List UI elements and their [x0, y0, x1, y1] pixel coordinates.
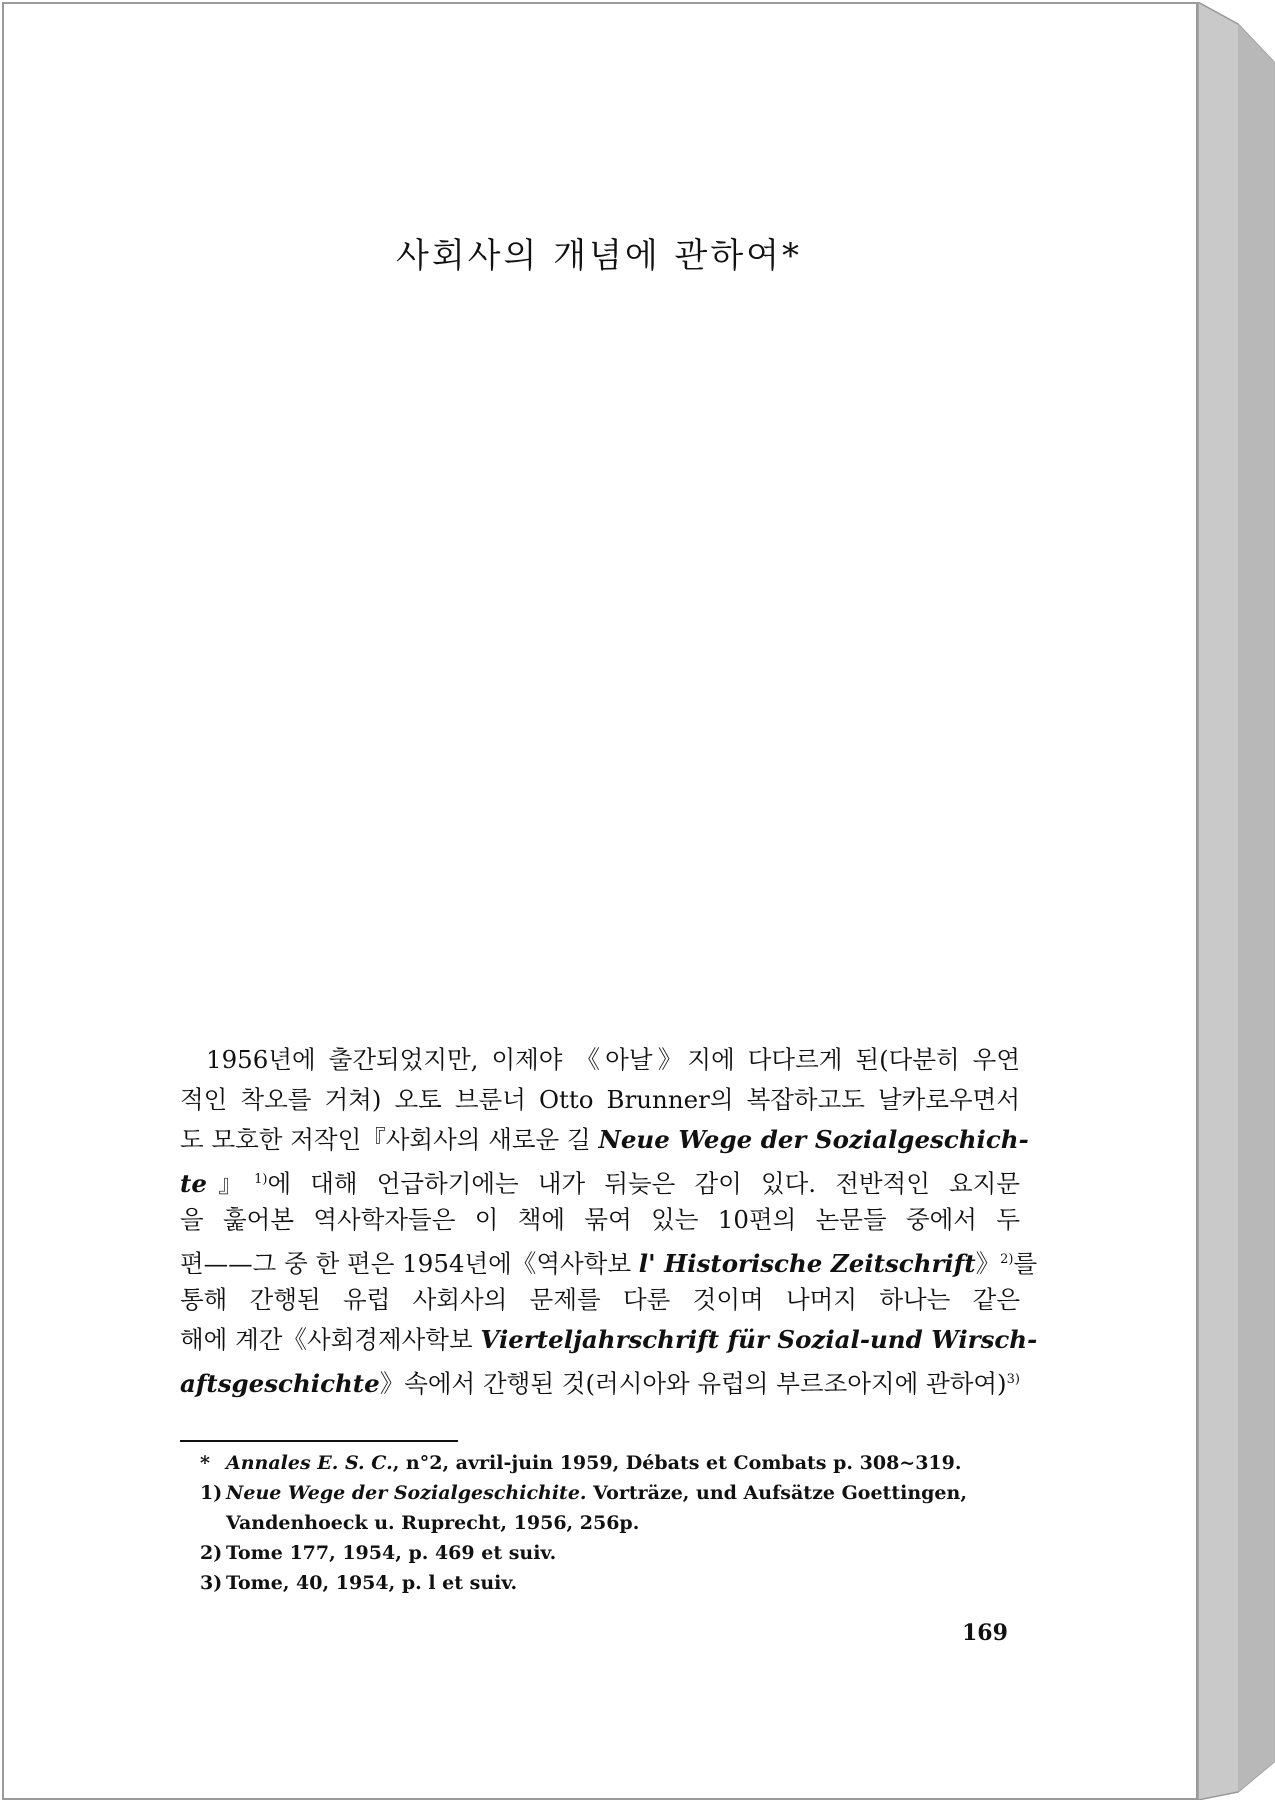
footnotes: [200, 1448, 1030, 1598]
footnote-divider: [180, 1440, 458, 1442]
body-line: 통해 간행된 유럽 사회사의 문제를 다룬 것이며 나머지 하나는 같은: [180, 1285, 1020, 1314]
footnote: 3) Tome, 40, 1954, p. l et suiv.: [200, 1572, 518, 1594]
body-line: 도 모호한 저작인『사회사의 새로운 길 Neue Wege der Sozialgeschich-: [180, 1125, 1029, 1154]
body-line: 편——그 중 한 편은 1954년에《역사학보 l' Historische Zeitschrift》$^{2)}$를: [180, 1249, 1038, 1279]
body-line: 1956년에 출간되었지만, 이제야 《아날》지에 다다르게 된(다분히 우연: [206, 1045, 1020, 1074]
body-line: 해에 계간《사회경제사학보 Vierteljahrschrift für Sozial-und Wirsch-: [180, 1325, 1038, 1354]
footnote: * Annales E. S. C., n°2, avril-juin 1959, Débats et Combats p. 308~319.: [200, 1452, 962, 1474]
page-title: 사회사의 개념에 관하여*: [395, 236, 803, 276]
body-line: 을 훑어본 역사학자들은 이 책에 묶여 있는 10편의 논문들 중에서 두: [180, 1205, 1020, 1234]
body-line: aftsgeschichte》속에서 간행된 것(러시아와 유럽의 부르조아지에 관하여)$^{3)}$: [180, 1369, 1020, 1399]
footnote: 2) Tome 177, 1954, p. 469 et suiv.: [200, 1542, 557, 1564]
body-line: 적인 착오를 거쳐) 오토 브룬너 Otto Brunner의 복잡하고도 날카로우면서: [180, 1085, 1020, 1114]
body-line: te』$^{1)}$에 대해 언급하기에는 내가 뒤늦은 감이 있다. 전반적인 요지문: [180, 1169, 1021, 1199]
body-paragraph: [180, 1040, 1038, 1400]
footnote-continuation: Vandenhoeck u. Ruprecht, 1956, 256p.: [226, 1512, 640, 1534]
footnote: 1) Neue Wege der Sozialgeschichite. Vorträze, und Aufsätze Goettingen,: [200, 1482, 967, 1504]
page-number: 169: [962, 1620, 1008, 1646]
